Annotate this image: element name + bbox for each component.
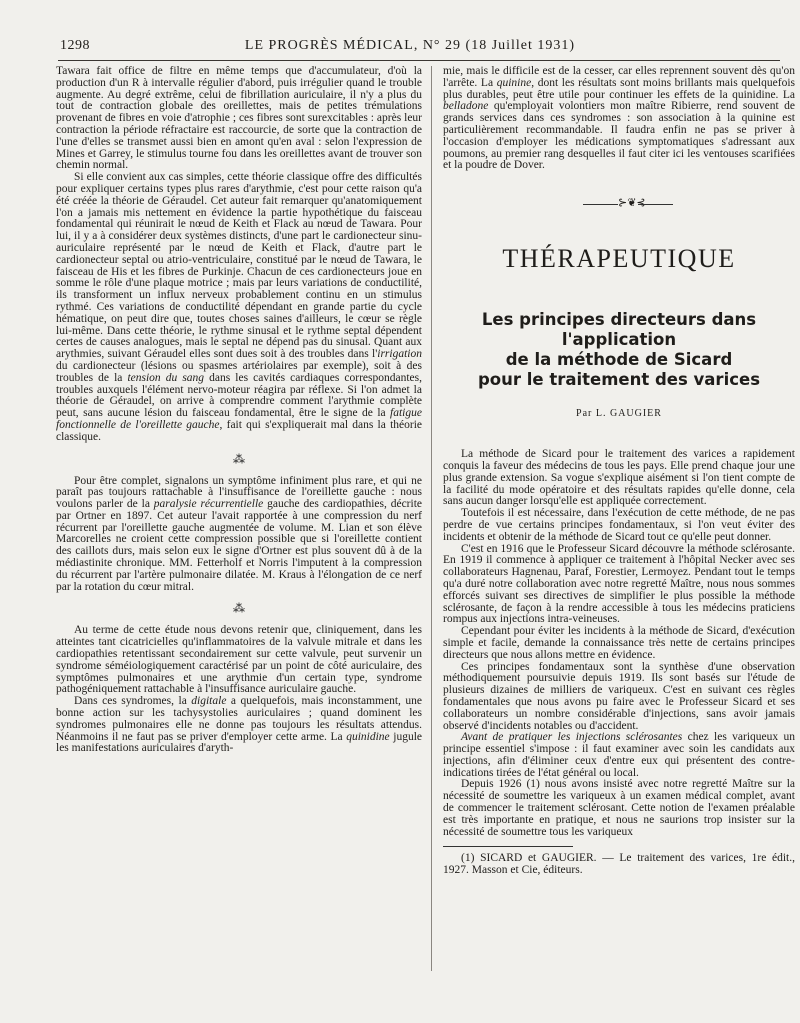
- paragraph: Ces principes fondamentaux sont la synthèse d'une observation méthodiquement poursuivie depuis 1919. Ils sont basés sur l'étude de plusieurs dizaines de milliers de variqueux. C'est en suivant ces règles fondamentales que nous avons pu faire avec le Professeur Sicard et ses collaborateurs un nombre considérable d'injections, sans avoir jamais observé d'incidents notables ou d'accident.: [443, 660, 795, 732]
- journal-header: LE PROGRÈS MÉDICAL, N° 29 (18 Juillet 1931): [244, 38, 576, 53]
- paragraph: Tawara fait office de filtre en même temps que d'accumulateur, d'où la production d'un R à intervalle régulier d'abord, puis irrégulier quand le trouble augmente. Au degré extrême, celui de fibrillation auriculaire, il n'y a plus du tout de contraction globale des oreillettes, mais de petites trémulations provenant de fibres en voie d'atrophie ; ces fibres sont surexcitables : après leur contraction la période réfractaire est raccourcie, de sorte que la contraction de l'une d'elles se transmet aussi bien en amont qu'en aval : selon l'expression de Mines et Garrey, le stimulus tourne fou dans les oreillettes avant de trouver son chemin normal.: [56, 65, 422, 172]
- column-divider: [431, 66, 432, 971]
- byline: Par L. GAUGIER: [576, 408, 662, 420]
- section-separator-stars: ⁂: [233, 451, 245, 466]
- paragraph: Dans ces syndromes, la digitale a quelquefois, mais inconstamment, une bonne action sur les tachysystolies auriculaires ; quand dominent les syndromes pulmonaires elle ne donne pas toujours les résultats attendus. Néanmoins il ne faut pas se priver d'employer cette arme. La quinidine jugule les manifestations auriculaires d'aryth-: [56, 695, 422, 755]
- ornament-icon: ⊱❦⊰: [618, 197, 646, 210]
- ornament-divider: [443, 194, 795, 216]
- running-head: [60, 38, 760, 58]
- article-title: Les principes directeurs dans l'application de la méthode de Sicard pour le traitement des varices: [477, 310, 761, 390]
- footnote-rule: [443, 846, 573, 847]
- header-rule: [58, 60, 780, 61]
- paragraph: C'est en 1916 que le Professeur Sicard découvre la méthode sclérosante. En 1919 il commence à appliquer ce traitement à l'hôpital Necker avec ses collaborateurs Hagnenau, Paraf, Forestier, Lermoyez. Pendant tout le temps qu'a duré notre collaboration avec notre regretté Maître, nous nous sommes efforcés suivant ses directives de simplifier le plus possible la méthode sclérosante, de façon à la rendre accessible à tous les médecins praticiens rompus aux injections intra-veineuses.: [443, 542, 795, 626]
- paragraph: Cependant pour éviter les incidents à la méthode de Sicard, d'exécution simple et facile, demande la connaissance très nette de certains principes directeurs que nous allons mettre en évidence.: [443, 625, 795, 661]
- paragraph: Depuis 1926 (1) nous avons insisté avec notre regretté Maître sur la nécessité de soumettre les variqueux à un examen médical complet, avant de commencer le traitement sclérosant. Cette notion de l'examen préalable est très importante en pratique, et nous ne saurions trop insister sur la nécessité de soumettre tous les variqueux: [443, 778, 795, 838]
- paragraph: Avant de pratiquer les injections sclérosantes chez les variqueux un principe essentiel s'impose : il faut examiner avec soin les candidats aux injections, afin d'éliminer ceux d'entre eux qui présentent des contre-indications tirées de l'état général ou local.: [443, 731, 796, 779]
- section-title: THÉRAPEUTIQUE: [502, 244, 736, 274]
- page-number: 1298: [60, 38, 90, 53]
- left-column: [56, 66, 422, 755]
- paragraph: Pour être complet, signalons un symptôme infiniment plus rare, et qui ne paraît pas toujours rattachable à l'insuffisance de l'oreillette gauche : nous voulons parler de la paralysie récurrentielle gauche des cardiopathies, décrite par Ortner en 1897. Cet auteur l'avait rapportée à une compression du nerf récurrent par l'oreillette gauche augmentée de volume. M. Lian et son élève Marcorelles ne croient cette compression possible que si l'oreillette contient des caillots durs, mais selon eux le signe d'Ortner est plus souvent dû à de la médiastinite chronique. MM. Fetterholf et Norris l'imputent à la compression du récurrent par l'artère pulmonaire dilatée. M. Kraus à l'élongation de ce nerf par la rotation du cœur mitral.: [56, 474, 423, 593]
- right-column: [443, 66, 795, 877]
- footnote: (1) SICARD et GAUGIER. — Le traitement des varices, 1re édit., 1927. Masson et Cie, éditeurs.: [443, 852, 795, 877]
- paragraph: Toutefois il est nécessaire, dans l'exécution de cette méthode, de ne pas perdre de vue certains principes fondamentaux, si l'on veut éviter des incidents et obtenir de la méthode de Sicard tout ce qu'elle peut donner.: [443, 507, 795, 543]
- section-separator-stars: ⁂: [233, 601, 245, 616]
- paragraph: mie, mais le difficile est de la cesser, car elles reprennent souvent dès qu'on l'arrête. La quinine, dont les résultats sont moins brillants mais quelquefois plus durables, peut être utile pour continuer les effets de la quinidine. La belladone qu'employait volontiers mon maître Ribierre, rend souvent de grands services dans ces syndromes : son association à la quinine est particulièrement recommandable. Il faudra enfin ne pas se priver à l'occasion d'employer les médications symptomatiques s'adressant aux poumons, au premier rang desquelles il faut citer ici les ventouses scarifiées et la poudre de Dover.: [443, 65, 795, 172]
- paragraph: Si elle convient aux cas simples, cette théorie classique offre des difficultés pour expliquer certains types plus rares d'arythmie, c'est pour cette raison qu'a été créée la théorie de Géraudel. Cet auteur fait remarquer qu'anatomiquement l'on a jamais mis nettement en évidence la partie hypothétique du faisceau fondamental qui réunirait le nœud de Keith et Flack au nœud de Tawara. Pour lui, il y a à considérer deux systèmes distincts, d'une part le cardionecteur sinu-auriculaire représenté par le nœud de Keith et Flack, d'autre part le cardionecteur septal ou atrio-ventriculaire, constitué par le nœud de Tawara, le faisceau de His et les fibres de Purkinje. Chacun de ces cardionecteurs joue en somme le rôle d'une plaque motrice ; mais par leurs variations de conductilité, ils transforment un influx nerveux probablement continu en un stimulus rythmé. Ces variations de conductilité dépendant en grande partie du cycle hématique, on peut dire que, toutes choses saines d'ailleurs, le cœur se règle lui-même. Dans cette théorie, le rythme sinusal et le rythme septal dépendent certes de causes analogues, mais le septal ne dépend pas du sinusal. Quant aux arythmies, suivant Géraudel elles sont dues soit à des troubles dans l'irrigation du cardionecteur (lésions ou spasmes artériolaires par exemple), soit à des troubles de la tension du sang dans les cavités cardiaques correspondantes, troubles auxquels l'élément nervo-moteur réagira par réflexe. Si l'on admet la théorie de Géraudel, on arrive à comprendre comment l'arythmie complète peut, sans aucune lésion du faisceau fondamental, être le signe de la fatigue fonctionnelle de l'oreillette gauche, fait qui s'expliquerait mal dans la théorie classique.: [56, 171, 423, 443]
- paragraph: La méthode de Sicard pour le traitement des varices a rapidement conquis la faveur des médecins de tous les pays. Elle prend chaque jour une plus grande extension. Sa vogue s'explique aisément si l'on tient compte de la facilité du mode opératoire et des résultats rapides qu'elle donne, cela sans aucun danger lorsqu'elle est appliquée correctement.: [443, 448, 795, 508]
- paragraph: Au terme de cette étude nous devons retenir que, cliniquement, dans les atteintes tant cicatricielles qu'inflammatoires de la valvule mitrale et dans les cardiopathies retentissant secondairement sur cette valvule, peut survenir un syndrome séméiologiquement caractérisé par un point de côté auriculaire, des symptômes pulmonaires et une arythmie d'un certain type, syndrome pathogéniquement rattachable à l'insuffisance auriculaire gauche.: [56, 624, 422, 696]
